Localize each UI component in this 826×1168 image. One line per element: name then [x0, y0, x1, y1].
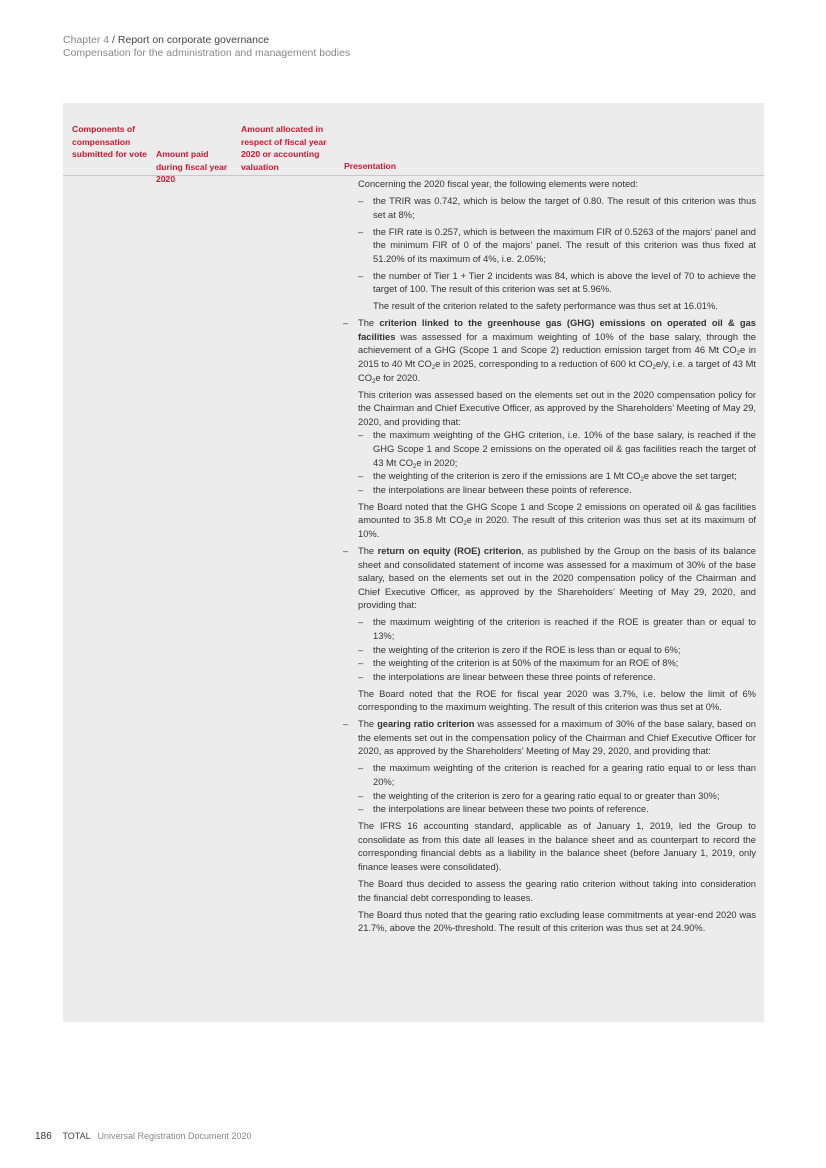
- ghg-criterion: – The criterion linked to the greenhouse gas (GHG) emissions on operated oil & gas facilities was assessed for a maximum weighting of 10% of the base salary, through the achievement of a GHG (Scope 1 and Scope 2) reduction emission target from 46 Mt $CO_2e$ in 2015 to 40 Mt $CO_2e$ in 2025, corresponding to a reduction of 600 kt $CO_2e/y$, i.e. a target of 43 Mt $CO_2e$ for 2020.: [343, 318, 757, 385]
- list-item: – the weighting of the criterion is at 50% of the maximum for an ROE of 8%;: [358, 658, 679, 669]
- section-subtitle: Compensation for the administration and management bodies: [63, 47, 351, 59]
- chapter-separator: /: [109, 34, 118, 46]
- page-number: 186: [35, 1131, 52, 1142]
- brand-name: TOTAL: [62, 1131, 91, 1141]
- gearing-result: The Board thus noted that the gearing ratio excluding lease commitments at year-end 2020 was 21.7%, above the 20%-threshold. The result of this criterion was thus set at 24.90%.: [358, 909, 756, 934]
- gearing-criterion: – The gearing ratio criterion was assessed for a maximum of 30% of the base salary, based on the elements set out in the compensation policy of the Chairman and Chief Executive Officer for 2020, as approved by the Shareholders’ Meeting of May 29, 2020, and providing that:: [343, 719, 756, 757]
- list-item: – the maximum weighting of the criterion is reached if the ROE is greater than or equal to 13%;: [358, 617, 756, 641]
- page-footer: [35, 1131, 252, 1142]
- list-item: – the TRIR was 0.742, which is below the target of 0.80. The result of this criterion was thus set at 8%;: [358, 195, 756, 220]
- list-item: – the weighting of the criterion is zero for a gearing ratio equal to or greater than 30%;: [358, 790, 720, 801]
- roe-result: The Board noted that the ROE for fiscal year 2020 was 3.7%, i.e. below the limit of 6% corresponding to the maximum weighting. The result of this criterion was thus set at 0%.: [358, 688, 756, 713]
- chapter-label: Chapter 4: [63, 34, 110, 46]
- ghg-criteria-intro: This criterion was assessed based on the elements set out in the 2020 compensation policy for the Chairman and Chief Executive Officer, as approved by the Shareholders’ Meeting of May 29, 2020, and providing that:: [358, 389, 756, 427]
- list-item: – the number of Tier 1 + Tier 2 incidents was 84, which is above the level of 70 to achieve the target of 100. The result of this criterion was set at 5.96%.: [358, 270, 756, 295]
- list-item: – the FIR rate is 0.257, which is between the maximum FIR of 0.5263 of the majors’ panel and the minimum FIR of 0 of the majors’ panel. The result of this criterion was thus fixed at 51.20% of its maximum of 4%, i.e. 2.05%;: [358, 226, 756, 264]
- list-item: – the maximum weighting of the criterion is reached for a gearing ratio equal to or less than 20%;: [358, 763, 756, 788]
- column-header-presentation: Presentation: [344, 161, 397, 171]
- document-title: Universal Registration Document 2020: [97, 1131, 252, 1141]
- board-decision-paragraph: The Board thus decided to assess the gearing ratio criterion without taking into consideration the financial debt corresponding to leases.: [358, 878, 756, 903]
- column-header-components: Components of compensation submitted for vote: [72, 124, 147, 159]
- column-header-amount-paid: Amount paid during fiscal year 2020: [156, 149, 228, 184]
- presentation-cell: [343, 178, 756, 939]
- ifrs16-paragraph: The IFRS 16 accounting standard, applicable as of January 1, 2019, led the Group to consolidate as from this date all leases in the balance sheet and as counterpart to record the corresponding financial debts as a liability in the balance sheet (before January 1, 2019, only finance leases were consolidated).: [358, 821, 756, 872]
- list-item: – the interpolations are linear between these two points of reference.: [358, 804, 649, 815]
- column-header-amount-allocated: Amount allocated in respect of fiscal year 2020 or accounting valuation: [241, 124, 327, 172]
- header-divider: [63, 175, 764, 176]
- roe-criterion: – The return on equity (ROE) criterion, as published by the Group on the basis of its balance sheet and consolidated statement of income was assessed for a maximum of 30% of the base salary, based on the elements set out in the 2020 compensation policy of the Chairman and Chief Executive Officer, as approved by the Shareholders’ Meeting of May 29, 2020, and providing that:: [343, 545, 756, 611]
- intro-text: Concerning the 2020 fiscal year, the following elements were noted:: [358, 179, 638, 189]
- ghg-result: The Board noted that the GHG Scope 1 and Scope 2 emissions on operated oil & gas facilities amounted to 35.8 Mt $CO_2e$ in 2020. The result of this criterion was thus set at its maximum of 10%.: [358, 501, 756, 539]
- list-item: – the interpolations are linear between these three points of reference.: [358, 671, 656, 682]
- chapter-line: [63, 34, 350, 47]
- roe-criterion-title: return on equity (ROE) criterion: [377, 545, 522, 556]
- list-item: – the weighting of the criterion is zero if the ROE is less than or equal to 6%;: [358, 644, 681, 655]
- list-item: – the weighting of the criterion is zero if the emissions are 1 Mt $CO_2e$ above the set target;: [358, 471, 737, 484]
- list-item: – the interpolations are linear between these points of reference.: [358, 484, 632, 495]
- safety-result: The result of the criterion related to the safety performance was thus set at 16.01%.: [373, 301, 718, 312]
- running-header: [63, 34, 350, 60]
- list-item: – the maximum weighting of the GHG criterion, i.e. 10% of the base salary, is reached if the GHG Scope 1 and Scope 2 emissions on the operated oil & gas facilities reach the target of 43 Mt $CO_2e$ in 2020;: [358, 430, 756, 470]
- gearing-criterion-title: gearing ratio criterion: [377, 719, 475, 730]
- ghg-criterion-title: criterion linked to the greenhouse gas (GHG) emissions on operated oil & gas facilities: [358, 318, 757, 342]
- compensation-table: [63, 103, 764, 1022]
- chapter-title: Report on corporate governance: [117, 34, 270, 46]
